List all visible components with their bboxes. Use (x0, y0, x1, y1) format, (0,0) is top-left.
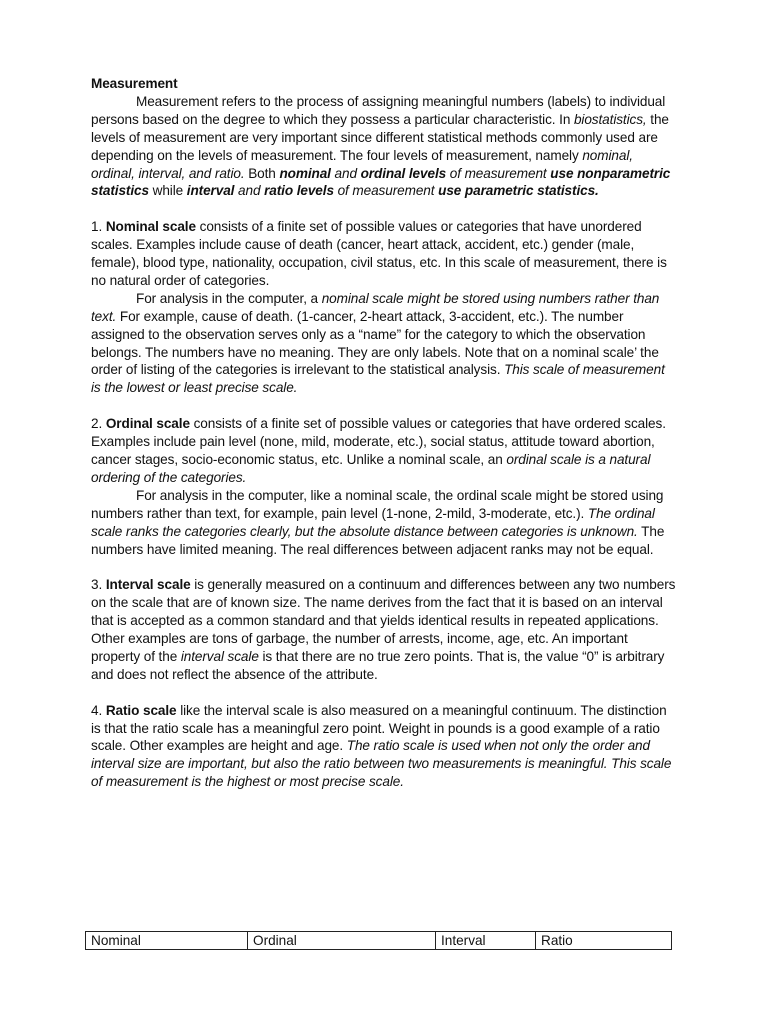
spacer (91, 558, 677, 576)
document-title: Measurement (91, 76, 178, 91)
section-number: 1. (91, 219, 106, 235)
section-paragraph (91, 218, 677, 290)
text-run: The numbers have limited meaning. The real differences between adjacent ranks may not be equal. (91, 523, 665, 557)
section-paragraph (91, 702, 677, 792)
text-run: like the interval scale is also measured on a meaningful continuum. The distinction is that the ratio scale has a meaningful zero point. Weight in pounds is a good example of a ratio scale. Other examples are height and age. (91, 702, 667, 754)
section-interval-scale (91, 576, 677, 683)
table-row (86, 932, 672, 950)
section-ratio-scale (91, 702, 677, 792)
text-run: ordinal levels (360, 165, 447, 181)
text-run: consists of a finite set of possible values or categories that have unordered scales. Examples include cause of death (cancer, heart attack, accident, etc.) gender (male, female), blood type, nationality, occupation, civil status, etc. In this scale of measurement, there is no natural order of categories. (91, 219, 667, 288)
text-run: use nonparametric statistics (91, 165, 671, 199)
text-run: nominal (279, 165, 331, 181)
spacer (91, 397, 677, 415)
section-number: 2. (91, 416, 106, 432)
text-run: Both (244, 165, 280, 181)
table-cell: Interval (436, 932, 536, 950)
spacer (91, 684, 677, 702)
spacer (91, 200, 677, 218)
text-run: This scale of measurement is the lowest or least precise scale. (91, 362, 665, 396)
text-run: For analysis in the computer, a (136, 290, 322, 306)
text-run: use parametric statistics. (438, 183, 599, 199)
text-run: and (234, 183, 265, 199)
section-heading: Interval scale (105, 577, 191, 593)
section-nominal-scale (91, 218, 677, 397)
text-run: is that there are no true zero points. That is, the value “0” is arbitrary and does not reflect the absence of the attribute. (91, 648, 665, 682)
text-run: and (330, 165, 361, 181)
text-run: Measurement refers to the process of assigning meaningful numbers (labels) to individual persons based on the degree to which they possess a particular characteristic. In (91, 93, 666, 127)
document-body (91, 75, 677, 791)
section-paragraph-2 (91, 487, 677, 559)
text-run: The ratio scale is used when not only the order and interval size are important, but also the ratio between two measurements is meaningful. This scale of measurement is the highest or most precise scale. (91, 738, 672, 790)
scales-table (85, 931, 672, 950)
section-text (91, 703, 671, 790)
section-text (91, 577, 675, 682)
section-paragraph (91, 415, 677, 487)
text-run: For analysis in the computer, like a nominal scale, the ordinal scale might be stored using numbers rather than text, for example, pain level (1-none, 2-mild, 3-moderate, etc.). (91, 487, 664, 521)
section-ordinal-scale (91, 415, 677, 558)
text-run: nominal scale might be stored using numbers rather than text. (91, 290, 660, 324)
section-heading: Ordinal scale (105, 416, 190, 432)
section-paragraph-2 (91, 290, 677, 397)
section-number: 3. (91, 577, 106, 593)
intro-paragraph (91, 93, 677, 200)
text-run: ratio levels (264, 183, 334, 199)
section-heading: Nominal scale (105, 219, 196, 235)
text-run: nominal, ordinal, interval, and ratio. (91, 147, 633, 181)
text-run: of measurement (446, 165, 551, 181)
text-run: ordinal scale is a natural ordering of the categories. (91, 452, 651, 485)
text-run: the levels of measurement are very important since different statistical methods commonly used are depending on the levels of measurement. The four levels of measurement, namely (91, 111, 669, 163)
section-paragraph (91, 576, 677, 683)
text-run: is generally measured on a continuum and differences between any two numbers on the scale that are of known size. The name derives from the fact that it is based on an interval that is accepted as a common standard and that yields identical results in repeated applications. Other examples are tons of garbage, the number of arrests, income, age, etc. An important property of the (91, 577, 676, 664)
text-run: interval (186, 183, 235, 199)
table-cell: Ordinal (248, 932, 436, 950)
section-number: 4. (91, 702, 106, 718)
text-run: The ordinal scale ranks the categories clearly, but the absolute distance between categories is unknown. (91, 505, 655, 539)
text-run: while (148, 183, 187, 199)
text-run: interval scale (180, 648, 259, 664)
section-heading: Ratio scale (105, 702, 177, 718)
text-run: biostatistics, (573, 111, 647, 127)
text-run: of measurement (333, 183, 439, 199)
text-run: For example, cause of death. (1-cancer, 2-heart attack, 3-accident, etc.). The number assigned to the observation serves only as a “name” for the category to which the observation belongs. The numbers have no meaning. They are only labels. Note that on a nominal scale’ the order of listing of the categories is irrelevant to the statistical analysis. (91, 308, 659, 378)
table-cell: Nominal (86, 932, 248, 950)
table-cell: Ratio (536, 932, 672, 950)
text-run: consists of a finite set of possible values or categories that have ordered scales. Examples include pain level (none, mild, moderate, etc.), social status, attitude toward abortion, cancer stages, socio-economic status, etc. Unlike a nominal scale, an (91, 416, 666, 467)
